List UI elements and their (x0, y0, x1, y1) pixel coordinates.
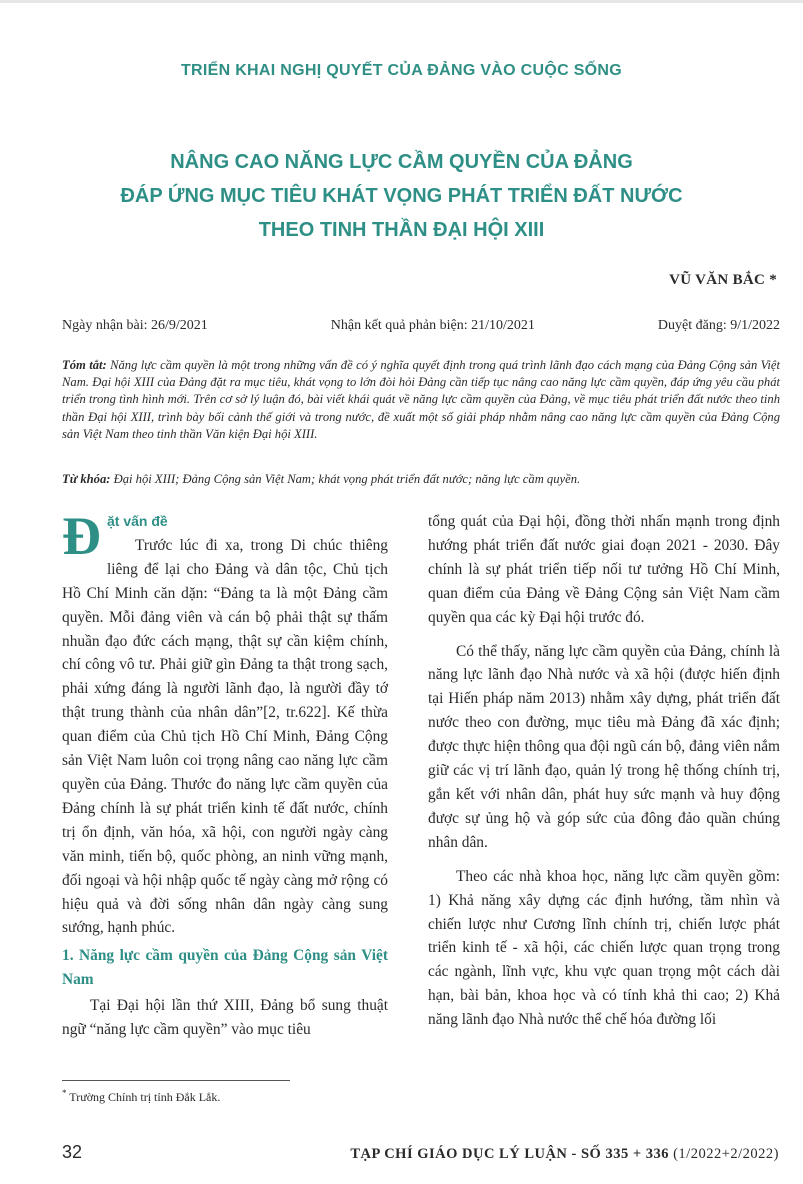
dates-row (62, 318, 780, 334)
footnote-rule (62, 1080, 290, 1081)
section-1-paragraph: Tại Đại hội lần thứ XIII, Đảng bổ sung thuật ngữ “năng lực cầm quyền” vào mục tiêu (62, 997, 388, 1039)
right-paragraph-2: Có thể thấy, năng lực cầm quyền của Đảng, chính là năng lực lãnh đạo Nhà nước và xã hội (được hiến định tại Hiến pháp năm 2013) nhằm xây dựng, phát triển đất nước theo con đường, mục tiêu mà Đảng đã xác định; được thực hiện thông qua đội ngũ cán bộ, đảng viên nắm giữ các vị trí lãnh đạo, quản lý trong hệ thống chính trị, gắn kết với nhân dân, phát huy sức mạnh và huy động được sự ủng hộ và góp sức của đông đảo quần chúng nhân dân. (428, 642, 780, 851)
journal-issue: (1/2022+2/2022) (668, 1146, 779, 1162)
title-line-1: NÂNG CAO NĂNG LỰC CẦM QUYỀN CỦA ĐẢNG (170, 151, 633, 173)
title-line-2: ĐÁP ỨNG MỤC TIÊU KHÁT VỌNG PHÁT TRIỂN ĐẤT NƯỚC (120, 185, 683, 207)
date-approved: Duyệt đăng: 9/1/2022 (657, 318, 780, 333)
intro-heading (62, 506, 388, 566)
journal-name: TẠP CHÍ GIÁO DỤC LÝ LUẬN - SỐ 335 + 336 (350, 1146, 669, 1162)
article-title (0, 145, 803, 247)
keywords-label: Từ khóa: (62, 472, 111, 486)
section-1-title: 1. Năng lực cầm quyền của Đảng Cộng sản Việt Nam (62, 947, 388, 989)
section-header: TRIỂN KHAI NGHỊ QUYẾT CỦA ĐẢNG VÀO CUỘC SỐNG (180, 62, 623, 79)
abstract (62, 357, 780, 443)
footnote-mark: * (62, 1088, 67, 1098)
footnote-text: Trường Chính trị tỉnh Đắk Lắk. (69, 1090, 221, 1104)
date-received: Ngày nhận bài: 26/9/2021 (62, 318, 208, 333)
dropcap: Đ (62, 506, 101, 566)
date-reviewed: Nhận kết quả phản biện: 21/10/2021 (330, 318, 535, 333)
title-line-3: THEO TINH THẦN ĐẠI HỘI XIII (258, 219, 545, 241)
journal-footer (350, 1146, 779, 1163)
intro-heading-rest: ặt vấn đề (107, 513, 168, 529)
keywords-text: Đại hội XIII; Đảng Cộng sản Việt Nam; khát vọng phát triển đất nước; năng lực cầm quyền. (110, 472, 581, 486)
keywords (62, 472, 780, 487)
page-number: 32 (62, 1142, 83, 1162)
right-paragraph-3: Theo các nhà khoa học, năng lực cầm quyền gồm: 1) Khả năng xây dựng các định hướng, tầm nhìn và chiến lược như Cương lĩnh chính trị, chiến lược phát triển kinh tế - xã hội, các chiến lược quan trọng trong các ngành, lĩnh vực, khu vực quan trọng một cách dài hạn, bài bản, khoa học và có tính khả thi cao; 2) Khả năng lãnh đạo Nhà nước thể chế hóa đường lối (428, 867, 780, 1029)
right-paragraph-1: tổng quát của Đại hội, đồng thời nhấn mạnh trong định hướng phát triển đất nước giai đoạn 2021 - 2030. Đây chính là sự phát triển tiếp nối tư tưởng Hồ Chí Minh, quan điểm của Đảng về Đảng Cộng sản Việt Nam cầm quyền qua các kỳ Đại hội trước đó. (428, 513, 780, 626)
abstract-label: Tóm tắt: (62, 358, 107, 372)
author: VŨ VĂN BẮC * (669, 272, 777, 288)
top-rule (0, 0, 803, 3)
right-column (428, 510, 780, 1032)
abstract-text: Năng lực cầm quyền là một trong những vấn đề có ý nghĩa quyết định trong quá trình lãnh đạo cách mạng của Đảng Cộng sản Việt Nam. Đại hội XIII của Đảng đặt ra mục tiêu, khát vọng to lớn đòi hỏi Đảng cần tiếp tục nâng cao năng lực cầm quyền, đáp ứng yêu cầu phát triển trong tình hình mới. Trên cơ sở lý luận đó, bài viết khái quát về năng lực cầm quyền của Đảng, về mục tiêu phát triển đất nước theo tinh thần Đại hội XIII, trình bày bối cảnh thế giới và trong nước, đề xuất một số giải pháp nhằm nâng cao năng lực cầm quyền của Đảng Cộng sản Việt Nam theo tinh thần Văn kiện Đại hội XIII. (62, 358, 780, 441)
intro-paragraph: Trước lúc đi xa, trong Di chúc thiêng liêng để lại cho Đảng và dân tộc, Chủ tịch Hồ Chí Minh căn dặn: “Đảng ta là một Đảng cầm quyền. Mỗi đảng viên và cán bộ phải thật sự thấm nhuần đạo đức cách mạng, thật sự cần kiệm chính, chí công vô tư. Phải giữ gìn Đảng ta thật trong sạch, phải xứng đáng là người lãnh đạo, là người đầy tớ thật trung thành của nhân dân”[2, tr.622]. Kế thừa quan điểm của Chủ tịch Hồ Chí Minh, Đảng Cộng sản Việt Nam luôn coi trọng nâng cao năng lực cầm quyền của Đảng. Thước đo năng lực cầm quyền của Đảng chính là sự phát triển kinh tế đất nước, chính trị ổn định, văn hóa, xã hội, con người ngày càng văn minh, tiến bộ, quốc phòng, an ninh vững mạnh, đối ngoại và hội nhập quốc tế ngày càng mở rộng có hiệu quả và đời sống nhân dân ngày càng sung sướng, hạnh phúc. (62, 536, 388, 937)
left-column (62, 506, 388, 1042)
footnote (62, 1088, 220, 1105)
